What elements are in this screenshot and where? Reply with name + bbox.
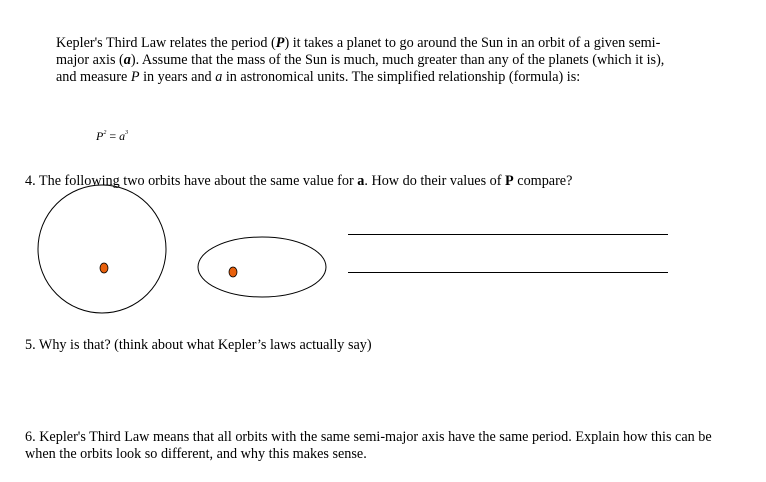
question-6: 6. Kepler's Third Law means that all orbits with the same semi-major axis have the same period. Explain how this can be when the orbits look so different, and why this makes sense. — [25, 429, 712, 462]
intro-text: ) it takes a planet to go around the Sun in an orbit of a given semi-major axis ( — [56, 35, 661, 68]
formula-equals: = — [106, 129, 120, 143]
semi-major-axis-symbol: a — [357, 173, 365, 189]
circular-orbit — [38, 185, 166, 313]
answer-line[interactable] — [348, 272, 668, 273]
period-symbol: P — [130, 68, 140, 85]
question-4-text: 4. The following two orbits have about the same value for — [25, 173, 358, 189]
intro-text: ). Assume that the mass of the Sun is much, much greater than any of the planets (which it is), and measure — [56, 51, 665, 85]
intro-text: in years and — [139, 68, 216, 85]
formula-rhs: a — [119, 129, 126, 143]
intro-text: Kepler's Third Law relates the period ( — [56, 35, 276, 51]
period-symbol: P — [505, 173, 514, 189]
elliptical-orbit — [198, 237, 326, 297]
sun-dot-elliptical — [229, 267, 237, 277]
intro-text: in astronomical units. The simplified relationship (formula) is: — [222, 68, 581, 85]
semi-major-axis-symbol: a — [215, 68, 223, 85]
semi-major-axis-symbol: a — [123, 51, 131, 68]
answer-line[interactable] — [348, 234, 668, 235]
question-4-text: . How do their values of — [364, 173, 506, 189]
sun-dot-circular — [100, 263, 108, 273]
formula-lhs: P — [96, 129, 104, 143]
question-4-text: compare? — [513, 173, 573, 189]
formula-rhs-exponent: 3 — [125, 130, 129, 136]
period-symbol: P — [275, 35, 285, 51]
formula-lhs-exponent: 2 — [103, 130, 107, 136]
question-5: 5. Why is that? (think about what Kepler’s laws actually say) — [25, 337, 372, 353]
